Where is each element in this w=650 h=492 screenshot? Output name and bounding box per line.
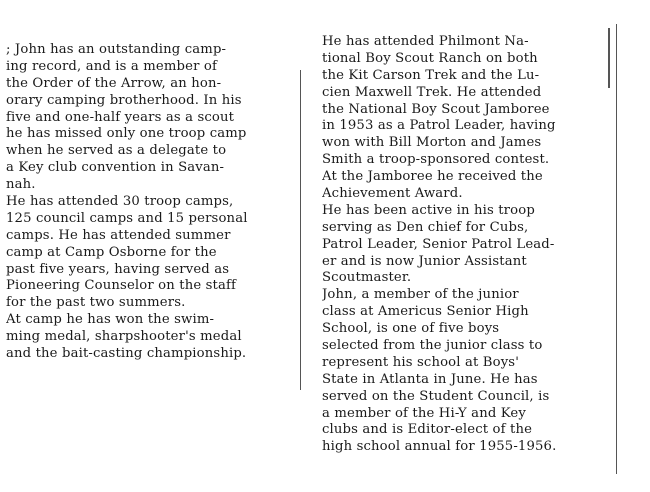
text-line: John, a member of the junior xyxy=(322,287,519,303)
text-line: in 1953 as a Patrol Leader, having xyxy=(322,118,556,134)
text-line: He has attended Philmont Na- xyxy=(322,34,529,49)
text-line: At the Jamboree he received the xyxy=(322,169,543,185)
text-line: er and is now Junior Assistant xyxy=(322,253,527,269)
text-line: the Order of the Arrow, an hon- xyxy=(6,75,222,91)
text-line: Scoutmaster. xyxy=(322,270,412,286)
text-line: high school annual for 1955-1956. xyxy=(322,439,557,455)
text-line: class at Americus Senior High xyxy=(322,304,529,320)
text-line: won with Bill Morton and James xyxy=(322,135,542,151)
text-line: a Key club convention in Savan- xyxy=(6,160,225,176)
text-line: a member of the Hi-Y and Key xyxy=(322,405,526,421)
text-line: ; John has an outstanding camp- xyxy=(6,42,227,57)
text-line: served on the Student Council, is xyxy=(322,388,550,404)
text-line: and the bait-casting championship. xyxy=(6,346,247,362)
text-line: camp at Camp Osborne for the xyxy=(6,244,217,260)
text-line: camps. He has attended summer xyxy=(6,227,231,243)
text-line: State in Atlanta in June. He has xyxy=(322,371,538,387)
text-line: At camp he has won the swim- xyxy=(6,312,215,328)
text-line: ming medal, sharpshooter's medal xyxy=(6,329,242,345)
left-text-column xyxy=(6,42,296,363)
text-line: Patrol Leader, Senior Patrol Lead- xyxy=(322,236,555,252)
text-line: past five years, having served as xyxy=(6,261,230,277)
column-rule xyxy=(608,28,610,88)
column-rule xyxy=(616,24,617,474)
text-line: serving as Den chief for Cubs, xyxy=(322,219,529,235)
text-line: Pioneering Counselor on the staff xyxy=(6,278,237,294)
text-line: He has been active in his troop xyxy=(322,202,535,218)
text-line: when he served as a delegate to xyxy=(6,143,227,159)
text-line: represent his school at Boys' xyxy=(322,354,519,370)
text-line: clubs and is Editor-elect of the xyxy=(322,422,533,438)
text-line: Achievement Award. xyxy=(322,186,463,202)
column-rule xyxy=(300,70,301,390)
text-line: cien Maxwell Trek. He attended xyxy=(322,84,542,100)
text-line: the Kit Carson Trek and the Lu- xyxy=(322,67,540,83)
text-line: he has missed only one troop camp xyxy=(6,126,247,142)
right-text-column xyxy=(322,34,608,456)
text-line: for the past two summers. xyxy=(6,295,186,311)
text-line: tional Boy Scout Ranch on both xyxy=(322,50,538,66)
text-line: selected from the junior class to xyxy=(322,338,543,354)
text-line: nah. xyxy=(6,177,36,193)
text-line: orary camping brotherhood. In his xyxy=(6,92,242,108)
text-line: five and one-half years as a scout xyxy=(6,109,235,125)
text-line: 125 council camps and 15 personal xyxy=(6,210,248,226)
text-line: He has attended 30 troop camps, xyxy=(6,194,234,210)
text-line: School, is one of five boys xyxy=(322,321,500,337)
text-line: ing record, and is a member of xyxy=(6,58,218,74)
text-line: Smith a troop-sponsored contest. xyxy=(322,152,550,168)
text-line: the National Boy Scout Jamboree xyxy=(322,101,550,117)
